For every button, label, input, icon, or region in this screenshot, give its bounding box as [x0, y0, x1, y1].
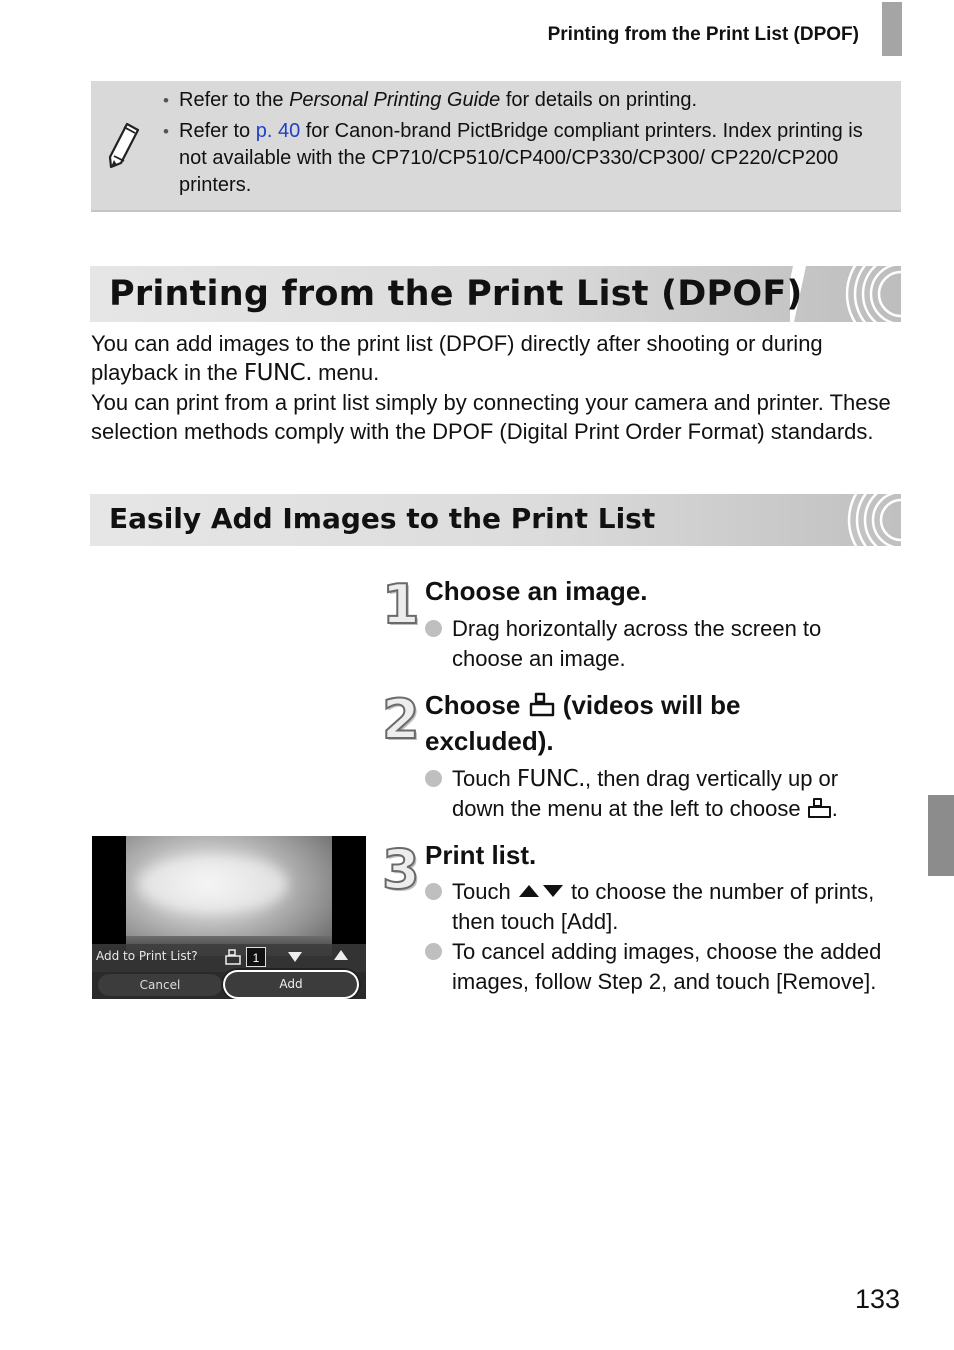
bullet-dot	[425, 770, 442, 787]
intro-paragraph: You can print from a print list simply by connecting your camera and printer. These selection methods comply with the DPOF (Digital Print Order Format) standards.	[91, 390, 891, 444]
section-title: Printing from the Print List (DPOF)	[109, 274, 803, 314]
pencil-icon	[105, 121, 141, 169]
bullet-dot	[425, 620, 442, 637]
step-bullet: Touch FUNC., then drag vertically up or down the menu at the left to choose .	[425, 764, 895, 824]
page-number: 133	[854, 1284, 900, 1314]
page-link[interactable]: p. 40	[255, 120, 301, 142]
up-down-arrows-icon	[517, 883, 565, 899]
guide-title: Personal Printing Guide	[289, 89, 501, 111]
print-order-icon	[224, 948, 242, 966]
add-button[interactable]: Add	[225, 972, 357, 997]
step-title: Print list.	[425, 840, 537, 870]
banner-swirl-decoration	[790, 266, 901, 322]
print-count-box: 1	[246, 947, 266, 967]
intro-text	[91, 329, 906, 446]
note-item: • Refer to the Personal Printing Guide for details on printing.	[163, 87, 877, 114]
bullet-dot	[425, 943, 442, 960]
step-title: Choose an image.	[425, 576, 648, 606]
bullet-dot	[425, 883, 442, 900]
func-glyph: FUNC.	[243, 360, 313, 386]
camera-prompt: Add to Print List?	[96, 949, 198, 963]
running-head: Printing from the Print List (DPOF)	[547, 24, 859, 45]
step-bullet: To cancel adding images, choose the added images, follow Step 2, and touch [Remove].	[425, 937, 895, 997]
note-item: • Refer to p. 40 for Canon-brand PictBridge compliant printers. Index printing is not available with the CP710/CP510/CP400/CP330/CP300/ CP220/CP200 printers.	[163, 118, 877, 199]
step-title: Choose (videos will be excluded).	[425, 690, 741, 756]
step-bullet: Touch to choose the number of prints, then touch [Add].	[425, 877, 895, 937]
cancel-button[interactable]: Cancel	[98, 974, 222, 996]
step-body	[425, 877, 895, 997]
step-number: 3	[382, 838, 420, 901]
step-bullet: Drag horizontally across the screen to choose an image.	[425, 614, 885, 674]
step-body	[425, 764, 895, 824]
photo-cloud	[138, 854, 288, 914]
arrow-up-icon[interactable]	[334, 950, 348, 960]
step-body	[425, 614, 885, 674]
intro-paragraph: You can add images to the print list (DPOF) directly after shooting or during playback in the FUNC. menu.	[91, 331, 823, 386]
camera-screen-image	[92, 836, 366, 999]
subsection-banner	[90, 494, 901, 546]
arrow-down-icon[interactable]	[288, 952, 302, 962]
print-order-icon	[528, 692, 556, 718]
note-box	[91, 81, 901, 212]
section-banner	[90, 266, 901, 322]
corner-tab	[882, 2, 902, 56]
step-number: 2	[382, 688, 420, 751]
chapter-side-tab	[928, 795, 954, 876]
print-order-icon	[807, 797, 832, 819]
step-number: 1	[382, 573, 420, 636]
note-list	[163, 87, 877, 203]
banner-swirl-decoration	[790, 494, 901, 546]
func-glyph: FUNC.	[516, 766, 585, 792]
subsection-title: Easily Add Images to the Print List	[109, 502, 656, 535]
